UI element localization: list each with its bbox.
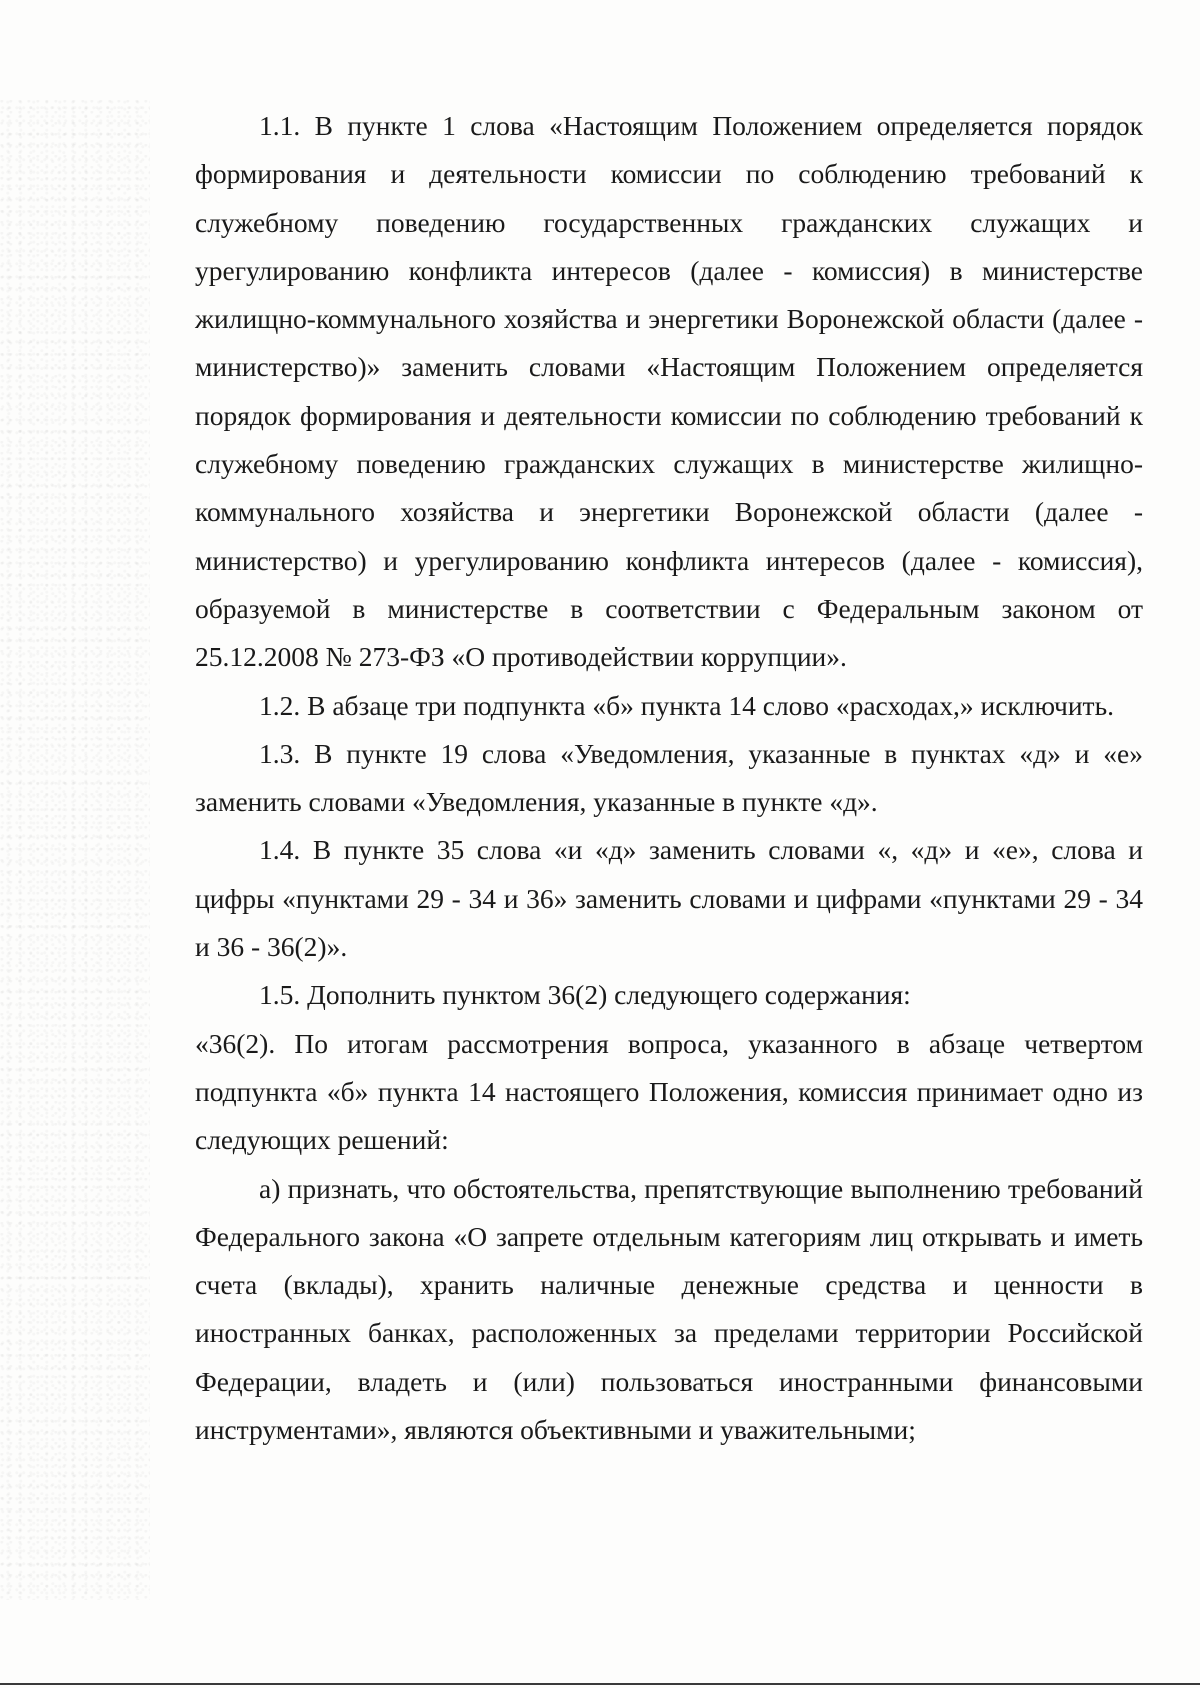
paragraph-1-2: 1.2. В абзаце три подпункта «б» пункта 14 слово «расходах,» исключить. [259,689,1114,721]
paragraph-1-1: 1.1. В пункте 1 слова «Настоящим Положением определяется порядок формирования и деятельности комиссии по соблюдению требований к служебному поведению государственных гражданских служащих и урегулированию конфликта интересов (далее - комиссия) в министерстве жилищно-коммунального хозяйства и энергетики Воронежской области (далее - министерство)» заменить словами «Настоящим Положением определяется порядок формирования и деятельности комиссии по соблюдению требований к служебному поведению гражданских служащих в министерстве жилищно-коммунального хозяйства и энергетики Воронежской области (далее - министерство) и урегулированию конфликта интересов (далее - комиссия), образуемой в министерстве в соответствии с Федеральным законом от 25.12.2008 № 273-ФЗ «О противодействии коррупции». [195,110,1143,673]
page-bottom-edge [0,1683,1200,1685]
paragraph-item-a: а) признать, что обстоятельства, препятствующие выполнению требований Федерального закона «О запрете отдельным категориям лиц открывать и иметь счета (вклады), хранить наличные денежные средства и ценности в иностранных банках, расположенных за пределами территории Российской Федерации, владеть и (или) пользоваться иностранными финансовыми инструментами», являются объективными и уважительными; [195,1172,1143,1446]
paragraph-1-4: 1.4. В пункте 35 слова «и «д» заменить словами «, «д» и «е», слова и цифры «пунктами 29 - 34 и 36» заменить словами и цифрами «пунктами 29 - 34 и 36 - 36(2)». [195,834,1143,963]
paragraph-1-3: 1.3. В пункте 19 слова «Уведомления, указанные в пунктах «д» и «е» заменить словами «Уведомления, указанные в пункте «д». [195,737,1143,818]
paragraph-1-5: 1.5. Дополнить пунктом 36(2) следующего содержания: [259,979,911,1011]
paragraph-36-2: «36(2). По итогам рассмотрения вопроса, указанного в абзаце четвертом подпункта «б» пункта 14 настоящего Положения, комиссия принимает одно из следующих решений: [195,1027,1143,1156]
document-body [195,102,1143,1454]
scan-noise [0,100,150,1600]
